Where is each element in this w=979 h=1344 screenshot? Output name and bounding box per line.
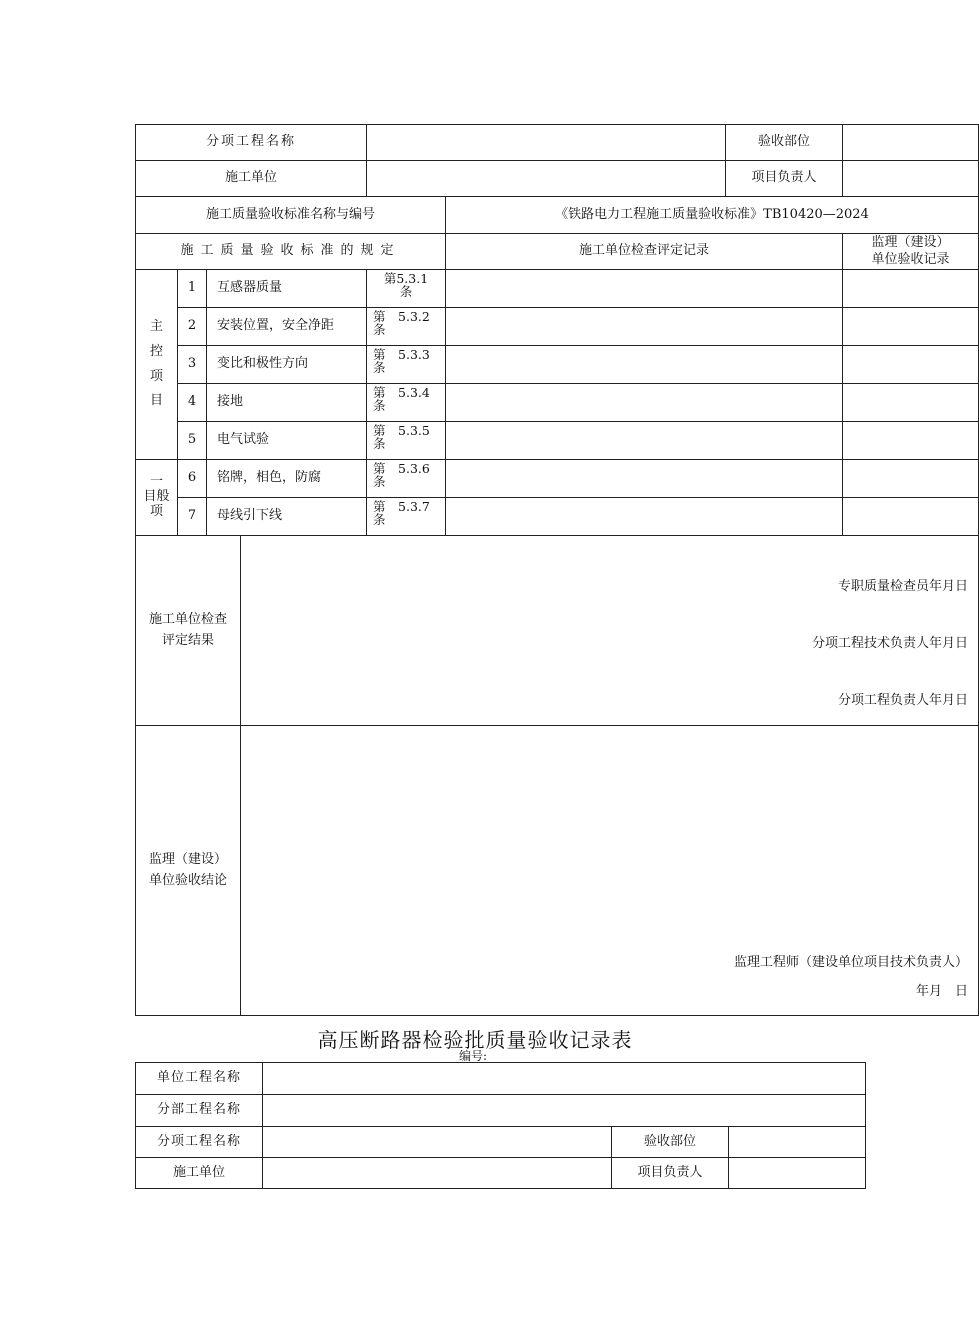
breaker-record-table [135,1062,866,1189]
supervision-header-line1: 监理（建设） [871,235,950,251]
general-label-char: 目般 [143,489,170,505]
clause-line2: 条 [373,512,386,528]
main-control-char: 控 [149,343,163,359]
item-supervision-record[interactable] [843,460,979,498]
supervision-record-header [843,234,979,270]
item-number: 1 [178,270,207,308]
item-name: 变比和极性方向 [207,346,367,384]
sub-item-name-field[interactable] [367,125,726,161]
project-leader-field[interactable] [729,1158,866,1189]
clause-line1: 第 5.3.5 [373,423,430,438]
construction-unit-field[interactable] [263,1158,612,1189]
project-leader-field[interactable] [843,161,979,197]
item-construction-record[interactable] [446,498,843,536]
clause-line2: 条 [399,284,413,300]
item-construction-record[interactable] [446,308,843,346]
supervision-header-line2: 单位验收记录 [871,251,950,267]
construction-result-field[interactable] [241,536,979,726]
unit-project-label: 单位工程名称 [136,1063,263,1095]
item-supervision-record[interactable] [843,384,979,422]
sub-item-name-field[interactable] [263,1127,612,1158]
item-clause [367,422,446,460]
clause-line1: 第 5.3.6 [373,461,430,476]
main-control-char: 项 [149,368,163,384]
item-clause [367,270,446,308]
item-clause [367,384,446,422]
item-supervision-record[interactable] [843,270,979,308]
form-title: 高压断路器检验批质量验收记录表 [317,1028,633,1052]
division-project-field[interactable] [263,1095,866,1127]
supervision-conclusion-field[interactable] [241,726,979,1016]
acceptance-part-field[interactable] [843,125,979,161]
item-name: 铭牌，相色，防腐 [207,460,367,498]
acceptance-part-field[interactable] [729,1127,866,1158]
item-construction-record[interactable] [446,422,843,460]
main-control-char: 目 [149,393,163,409]
item-number: 7 [178,498,207,536]
project-leader-label: 项目负责人 [726,161,843,197]
main-control-label [136,270,178,460]
item-construction-record[interactable] [446,460,843,498]
conclusion-date: 年月 日 [916,984,969,999]
project-leader-label: 项目负责人 [612,1158,729,1189]
construction-unit-field[interactable] [367,161,726,197]
quality-inspector-signature: 专职质量检查员年月日 [838,579,969,594]
clause-line1: 第5.3.1 [383,271,429,286]
construction-record-header: 施工单位检查评定记录 [446,234,843,270]
item-clause [367,308,446,346]
construction-result-label [136,536,241,726]
general-items-label [136,460,178,536]
general-label-char: 项 [149,503,163,519]
technical-leader-signature: 分项工程技术负责人年月日 [812,636,969,651]
item-number: 5 [178,422,207,460]
construction-unit-label: 施工单位 [136,1158,263,1189]
main-control-char: 主 [149,319,163,335]
acceptance-part-label: 验收部位 [612,1127,729,1158]
form-number-label: 编号: [459,1049,488,1063]
item-supervision-record[interactable] [843,422,979,460]
item-supervision-record[interactable] [843,498,979,536]
clause-line2: 条 [373,322,386,338]
conclusion-label-line1: 监理（建设） [148,852,227,868]
item-number: 2 [178,308,207,346]
item-supervision-record[interactable] [843,346,979,384]
supervision-conclusion-label [136,726,241,1016]
construction-unit-label: 施工单位 [136,161,367,197]
result-label-line2: 评定结果 [161,632,214,648]
item-clause [367,498,446,536]
item-number: 6 [178,460,207,498]
acceptance-part-label: 验收部位 [726,125,843,161]
sub-item-name-label: 分项工程名称 [136,125,367,161]
item-construction-record[interactable] [446,384,843,422]
item-construction-record[interactable] [446,270,843,308]
clause-line2: 条 [373,474,386,490]
general-label-char: 一 [149,474,163,490]
sub-item-leader-signature: 分项工程负责人年月日 [838,693,969,708]
inspection-table [135,124,979,1016]
clause-line2: 条 [373,398,386,414]
item-clause [367,460,446,498]
item-name: 安装位置，安全净距 [207,308,367,346]
clause-line2: 条 [373,436,386,452]
standard-label: 施工质量验收标准名称与编号 [136,197,446,234]
item-clause [367,346,446,384]
clause-line1: 第 5.3.4 [373,385,430,400]
division-project-label: 分部工程名称 [136,1095,263,1127]
item-name: 接地 [207,384,367,422]
clause-line1: 第 5.3.2 [373,309,430,324]
clause-line2: 条 [373,360,386,376]
item-number: 3 [178,346,207,384]
item-name: 电气试验 [207,422,367,460]
item-number: 4 [178,384,207,422]
item-construction-record[interactable] [446,346,843,384]
sub-item-name-label: 分项工程名称 [136,1127,263,1158]
item-name: 互感器质量 [207,270,367,308]
unit-project-field[interactable] [263,1063,866,1095]
provisions-header: 施工质量验收标准的规定 [136,234,446,270]
item-supervision-record[interactable] [843,308,979,346]
supervision-engineer-signature: 监理工程师（建设单位项目技术负责人） [734,955,969,970]
result-label-line1: 施工单位检查 [148,612,227,628]
item-name: 母线引下线 [207,498,367,536]
standard-value: 《铁路电力工程施工质量验收标准》TB10420—2024 [446,197,979,234]
clause-line1: 第 5.3.7 [373,499,430,514]
conclusion-label-line2: 单位验收结论 [148,872,227,888]
clause-line1: 第 5.3.3 [373,347,430,362]
